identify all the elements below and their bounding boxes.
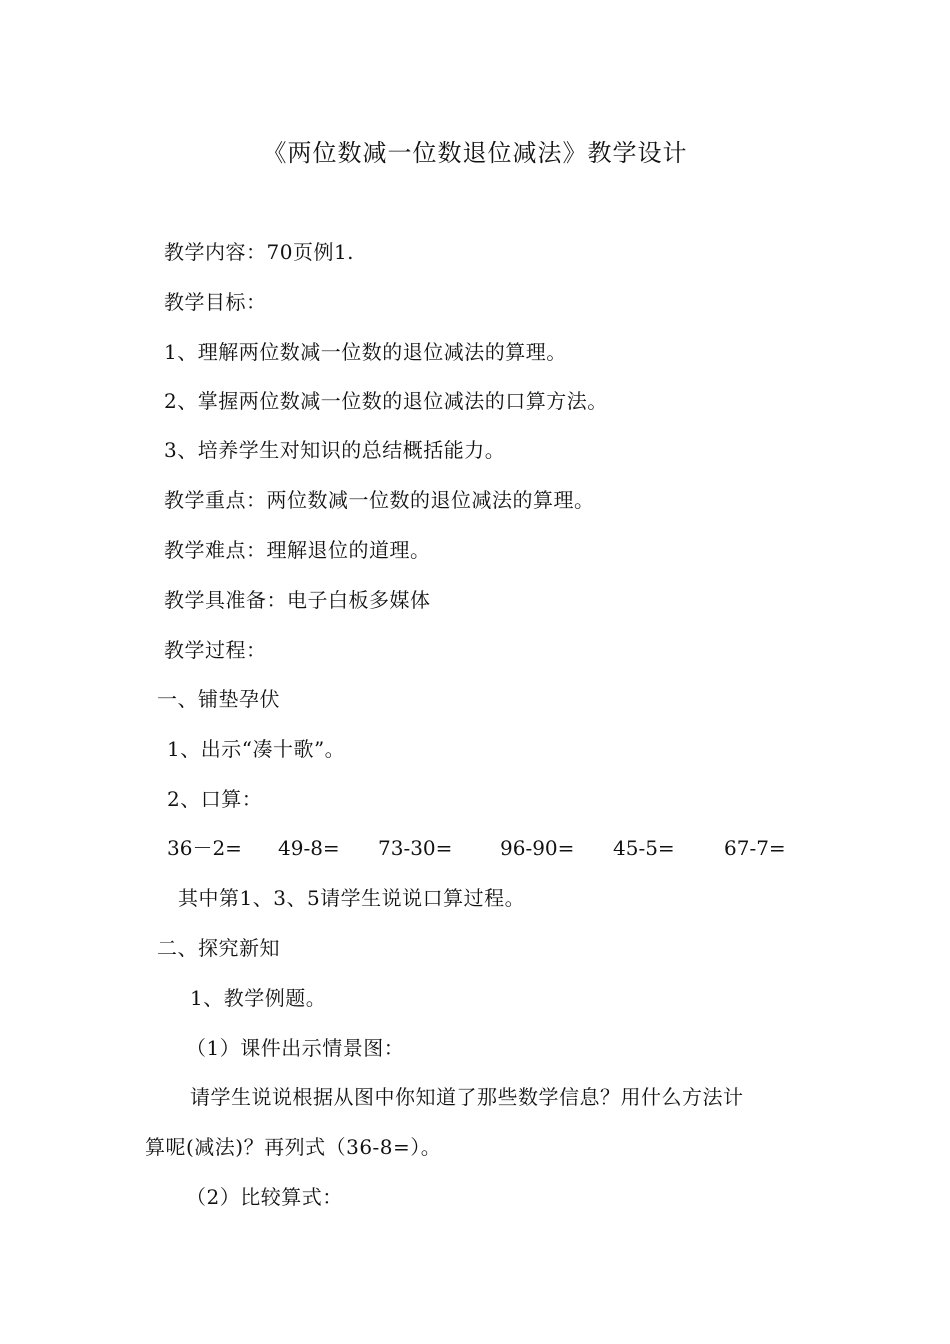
section-2-sub-1: （1）课件出示情景图： <box>186 1036 405 1060</box>
section-2-item-1: 1、教学例题。 <box>190 986 327 1010</box>
section-1-item-1: 1、出示“凑十歌”。 <box>167 737 346 761</box>
calculation-note: 其中第1、3、5请学生说说口算过程。 <box>178 886 526 910</box>
section-2-paragraph-line-2: 算呢(减法)？再列式（36-8=）。 <box>145 1135 442 1159</box>
section-1-item-2: 2、口算： <box>167 787 263 811</box>
document-title: 《两位数减一位数退位减法》教学设计 <box>262 139 688 167</box>
difficulty: 教学难点：理解退位的道理。 <box>164 538 431 562</box>
goals-heading: 教学目标： <box>164 290 267 314</box>
calculation-item: 45-5= <box>613 836 675 860</box>
calculation-item: 96-90= <box>500 836 575 860</box>
calculation-item: 49-8= <box>278 836 340 860</box>
goal-item-1: 1、理解两位数减一位数的退位减法的算理。 <box>164 340 567 364</box>
goal-item-2: 2、掌握两位数减一位数的退位减法的口算方法。 <box>164 389 608 413</box>
goal-item-3: 3、培养学生对知识的总结概括能力。 <box>164 438 506 462</box>
section-2-sub-2: （2）比较算式： <box>186 1185 343 1209</box>
calculation-item: 73-30= <box>378 836 453 860</box>
section-heading-1: 一、铺垫孕伏 <box>157 687 280 711</box>
teaching-tools: 教学具准备：电子白板多媒体 <box>164 588 431 612</box>
key-point: 教学重点：两位数减一位数的退位减法的算理。 <box>164 488 595 512</box>
section-heading-2: 二、探究新知 <box>157 936 280 960</box>
calculation-item: 67-7= <box>724 836 786 860</box>
process-heading: 教学过程： <box>164 638 267 662</box>
teaching-content: 教学内容：70页例1. <box>164 240 355 264</box>
calculation-item: 36－2= <box>167 836 242 860</box>
section-2-paragraph-line-1: 请学生说说根据从图中你知道了那些数学信息？用什么方法计 <box>190 1085 744 1109</box>
